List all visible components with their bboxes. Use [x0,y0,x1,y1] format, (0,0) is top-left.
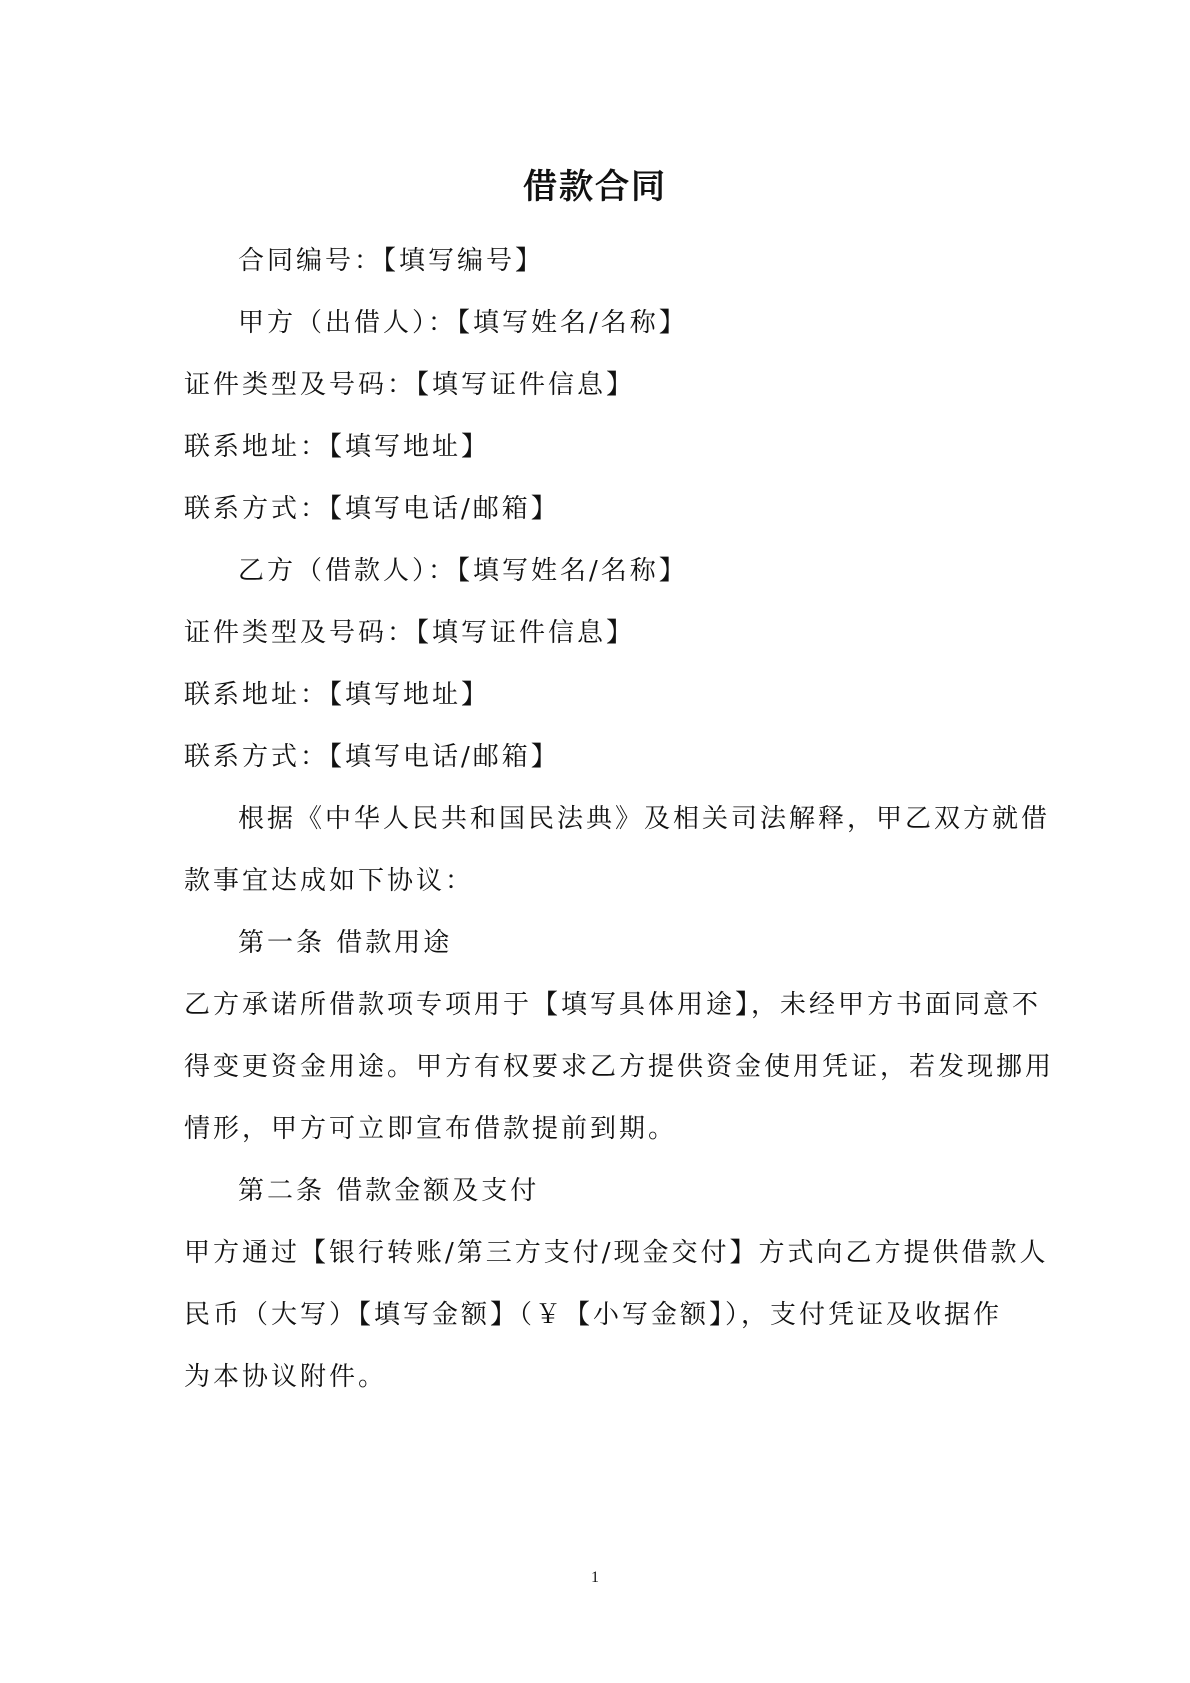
article-1-text-line-3: 情形，甲方可立即宣布借款提前到期。 [184,1114,678,1144]
party-b-address-line: 联系地址：【填写地址】 [184,680,491,710]
page-number: 1 [591,1569,599,1586]
article-1-text-line-2: 得变更资金用途。甲方有权要求乙方提供资金使用凭证，若发现挪用 [184,1052,1055,1082]
article-2-text-line-2: 民币（大写）【填写金额】（￥【小写金额】），支付凭证及收据作 [184,1300,1003,1330]
party-b-id-line: 证件类型及号码：【填写证件信息】 [184,618,636,648]
party-b-name-line: 乙方（借款人）：【填写姓名/名称】 [238,556,688,586]
article-1-heading: 第一条 借款用途 [238,928,453,958]
article-2-text-line-1: 甲方通过【银行转账/第三方支付/现金交付】方式向乙方提供借款人 [184,1238,1049,1268]
preamble-line-2: 款事宜达成如下协议： [184,866,475,896]
article-2-heading: 第二条 借款金额及支付 [238,1176,540,1206]
contract-body [184,230,1055,1408]
contract-number-line: 合同编号：【填写编号】 [238,246,545,276]
party-b-contact-line: 联系方式：【填写电话/邮箱】 [184,742,560,772]
party-a-id-line: 证件类型及号码：【填写证件信息】 [184,370,636,400]
party-a-contact-line: 联系方式：【填写电话/邮箱】 [184,494,560,524]
contract-title: 借款合同 [523,167,667,207]
article-2-text-line-3: 为本协议附件。 [184,1362,388,1392]
party-a-name-line: 甲方（出借人）：【填写姓名/名称】 [238,308,688,338]
party-a-address-line: 联系地址：【填写地址】 [184,432,491,462]
preamble-line-1: 根据《中华人民共和国民法典》及相关司法解释，甲乙双方就借 [238,804,1051,834]
article-1-text-line-1: 乙方承诺所借款项专项用于【填写具体用途】，未经甲方书面同意不 [184,990,1042,1020]
